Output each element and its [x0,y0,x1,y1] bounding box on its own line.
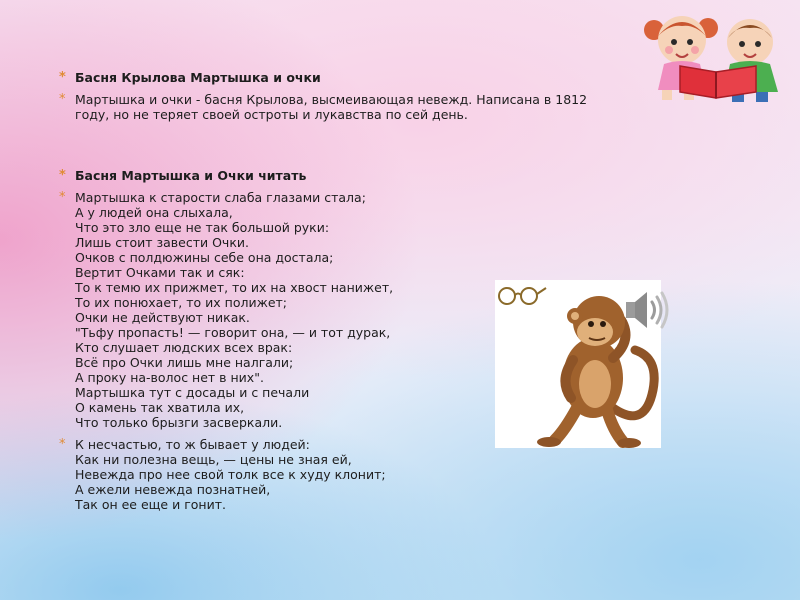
paragraph-heading-read [57,168,627,183]
speaker-icon[interactable] [620,285,670,335]
text-line: Что только брызги засверкали. [75,415,283,430]
bullet-icon: * [59,168,66,183]
text-line: А у людей она слыхала, [75,205,233,220]
text-line: А ежели невежда познатней, [75,482,271,497]
text-line: То к темю их прижмет, то их на хвост нанижет, [75,280,394,295]
text-line: Невежда про нее свой толк все к худу клонит; [75,467,386,482]
bullet-icon: * [59,92,66,107]
text-line: О камень так хватила их, [75,400,245,415]
text-line: Кто слушает людских всех врак: [75,340,293,355]
bullet-icon: * [59,70,66,85]
paragraph-heading-title [57,70,627,85]
text-line: То их понюхает, то их полижет; [75,295,288,310]
bullet-icon: * [59,190,66,205]
text-line: Что это зло еще не так большой руки: [75,220,330,235]
paragraph-intro [57,92,627,122]
children-reading-icon [640,8,790,104]
text-line: Всё про Очки лишь мне налгали; [75,355,294,370]
text-line: Лишь стоит завести Очки. [75,235,249,250]
text-line: "Тьфу пропасть! — говорит она, — и тот дурак, [75,325,391,340]
text-line: Очков с полдюжины себе она достала; [75,250,334,265]
bullet-icon: * [59,437,66,452]
glasses-icon [496,284,548,306]
text-line: Басня Мартышка и Очки читать [75,168,307,183]
text-line: Очки не действуют никак. [75,310,250,325]
text-line: К несчастью, то ж бывает у людей: [75,437,310,452]
text-line: Вертит Очками так и сяк: [75,265,245,280]
text-line: Мартышка к старости слаба глазами стала; [75,190,366,205]
text-line: А проку на-волос нет в них". [75,370,264,385]
paragraph-fable-moral [57,437,627,512]
text-line: Басня Крылова Мартышка и очки [75,70,321,85]
text-line: году, но не теряет своей остроты и лукавства по сей день. [75,107,468,122]
text-line: Мартышка тут с досады и с печали [75,385,310,400]
text-line: Так он ее еще и гонит. [75,497,226,512]
text-line: Как ни полезна вещь, — цены не зная ей, [75,452,352,467]
text-line: Мартышка и очки - басня Крылова, высмеивающая невежд. Написана в 1812 [75,92,588,107]
